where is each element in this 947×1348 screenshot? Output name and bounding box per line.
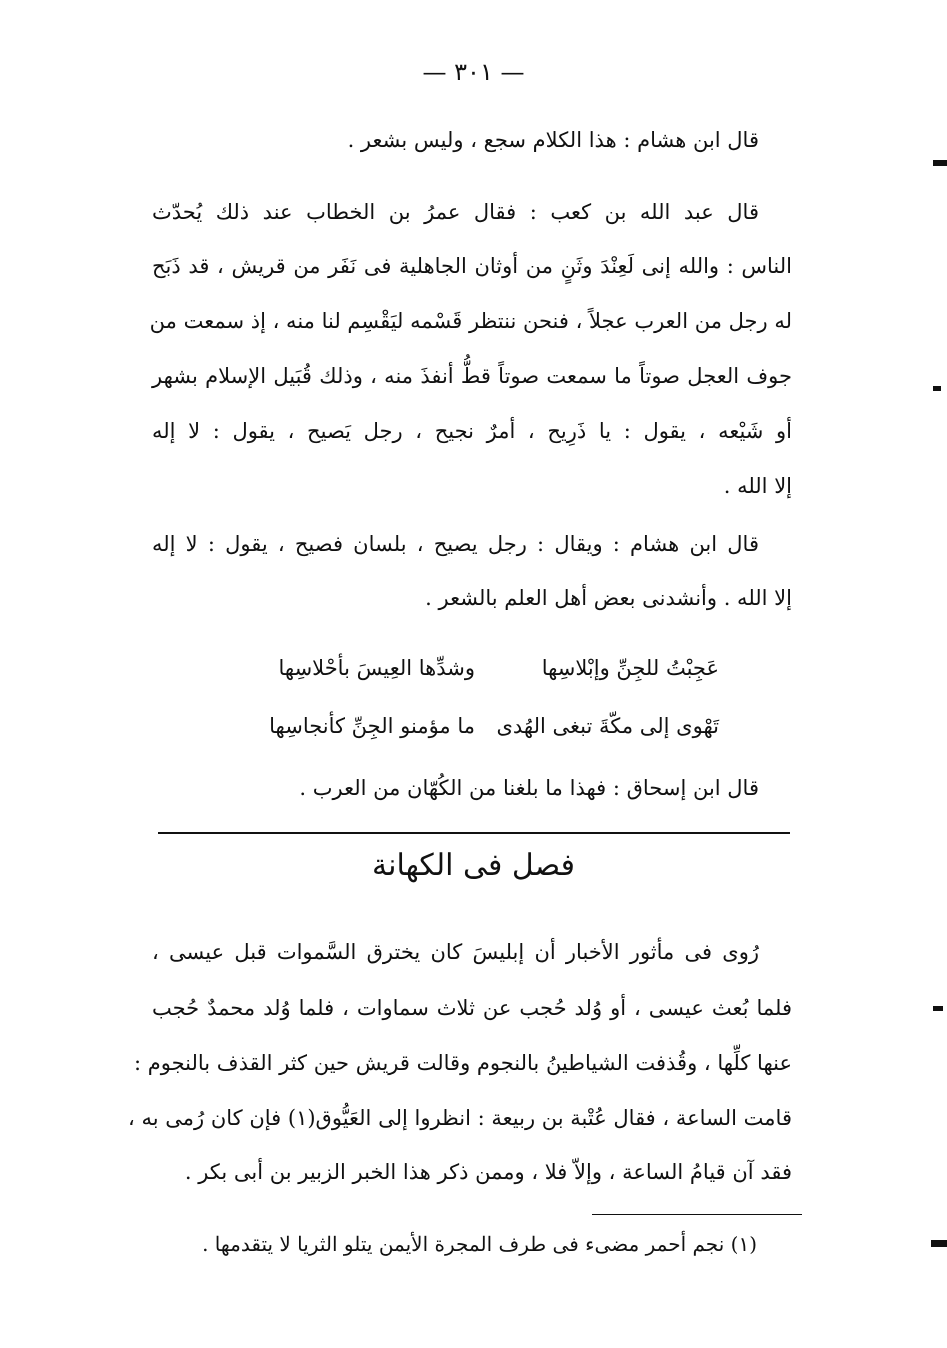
scan-edge-mark: [933, 386, 941, 391]
text-line: الناس : والله إنى لَعِنْدَ وثَنٍ من أوثان الجاهلية فى نَفَر من قريش ، قد ذَبَح: [152, 254, 792, 278]
scan-edge-mark: [931, 1240, 947, 1247]
footnote: (١) نجم أحمر مضىء فى طرف المجرة الأيمن يتلو الثريا لا يتقدمها .: [202, 1232, 757, 1256]
page-number: — ٣٠١ —: [422, 58, 525, 86]
verse-hemistich: ما مؤمنو الجِنِّ كأنجاسِها: [269, 714, 475, 738]
text-line: إلا الله .: [723, 474, 792, 498]
text-line: فلما بُعث عيسى ، أو وُلد حُجب عن ثلاث سماوات ، فلما وُلد محمدٌ حُجب: [152, 996, 792, 1020]
scan-edge-mark: [933, 1006, 943, 1011]
verse-hemistich: عَجِبْتُ للجِنِّ وإبْلاسِها: [541, 656, 719, 680]
text-line: إلا الله . وأنشدنى بعض أهل العلم بالشعر .: [425, 586, 792, 610]
text-line: قال ابن إسحاق : فهذا ما بلغنا من الكُهّان من العرب .: [299, 776, 759, 800]
text-line: قال عبد الله بن كعب : فقال عمرُ بن الخطاب عند ذلك يُحدّث: [152, 200, 759, 224]
verse-hemistich: تَهْوى إلى مكّةَ تبغى الهُدى: [496, 714, 719, 738]
text-line: عنها كلِّها ، وقُذفت الشياطينُ بالنجوم وقالت قريش حين كثر القذف بالنجوم :: [133, 1051, 792, 1075]
text-line: أو شَيْعه ، يقول : يا ذَرِيح ، أمرٌ نجيح ، رجل يَصيح ، يقول : لا إله: [152, 419, 792, 443]
text-line: له رجل من العرب عجلاً ، فنحن ننتظر قَسْمه ليَقْسِم لنا منه ، إذ سمعت من: [149, 309, 792, 333]
text-line: فقد آن قيامُ الساعة ، وإلاّ فلا ، وممن ذكر هذا الخبر الزبير بن أبى بكر .: [184, 1160, 792, 1184]
text-line: قال ابن هشام : ويقال : رجل يصيح ، بلسان فصيح ، يقول : لا إله: [152, 532, 759, 556]
text-line: جوف العجل صوتاً ما سمعت صوتاً قطُّ أنفذَ منه ، وذلك قُبَيل الإسلام بشهر: [152, 364, 792, 388]
text-line: قامت الساعة ، فقال عُتْبة بن ربيعة : انظروا إلى العَيُّوق(١) فإن كان رُمى به ،: [128, 1106, 792, 1130]
footnote-divider: [592, 1214, 802, 1215]
scan-edge-mark: [933, 160, 947, 166]
section-heading: فصل فى الكهانة: [372, 848, 575, 883]
text-line: قال ابن هشام : هذا الكلام سجع ، وليس بشعر .: [347, 128, 759, 152]
text-line: رُوى فى مأثور الأخبار أن إبليسَ كان يخترق السَّموات قبل عيسى ،: [152, 940, 759, 964]
section-divider: [158, 832, 790, 834]
verse-hemistich: وشدِّها العِيسَ بأحْلاسِها: [278, 656, 475, 680]
